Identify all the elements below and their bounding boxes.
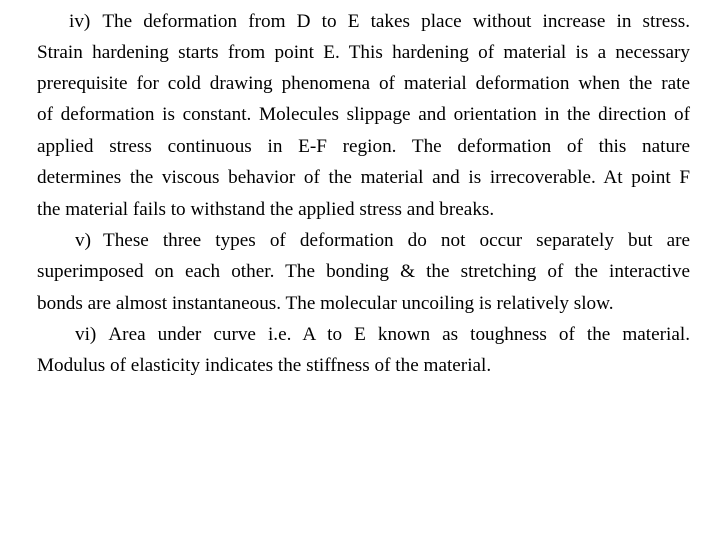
paragraph-vi-text: Area under curve i.e. A to E known as toughness of the material. — [108, 324, 690, 345]
paragraph-v-line-3: bonds are almost instantaneous. The molecular uncoiling is relatively slow. — [37, 293, 614, 314]
paragraph-iv-line-1 — [37, 6, 690, 37]
paragraph-vi-line-2: Modulus of elasticity indicates the stiffness of the material. — [37, 355, 492, 376]
paragraph-iv-line-6: determines the viscous behavior of the material and is irrecoverable. At point F — [37, 167, 690, 188]
paragraph-iv-line-2: Strain hardening starts from point E. This hardening of material is a necessary — [37, 42, 690, 63]
paragraph-v-text: These three types of deformation do not occur separately but are — [102, 230, 690, 251]
paragraph-iv-line-4: of deformation is constant. Molecules slippage and orientation in the direction of — [37, 104, 690, 125]
paragraph-vi-line-1 — [37, 319, 690, 350]
paragraph-v-line-1 — [37, 225, 690, 256]
paragraph-iv-line-5: applied stress continuous in E-F region. The deformation of this nature — [37, 136, 690, 157]
paragraph-v-marker: v) — [75, 230, 91, 251]
paragraph-v-line-2: superimposed on each other. The bonding & the stretching of the interactive — [37, 261, 690, 282]
paragraph-iv-line-3: prerequisite for cold drawing phenomena of material deformation when the rate — [37, 73, 690, 94]
paragraph-vi-marker: vi) — [75, 324, 97, 345]
paragraph-iv-line-7: the material fails to withstand the applied stress and breaks. — [37, 199, 495, 220]
paragraph-iv-text: The deformation from D to E takes place without increase in stress. — [102, 11, 690, 32]
paragraph-iv-marker: iv) — [69, 11, 91, 32]
